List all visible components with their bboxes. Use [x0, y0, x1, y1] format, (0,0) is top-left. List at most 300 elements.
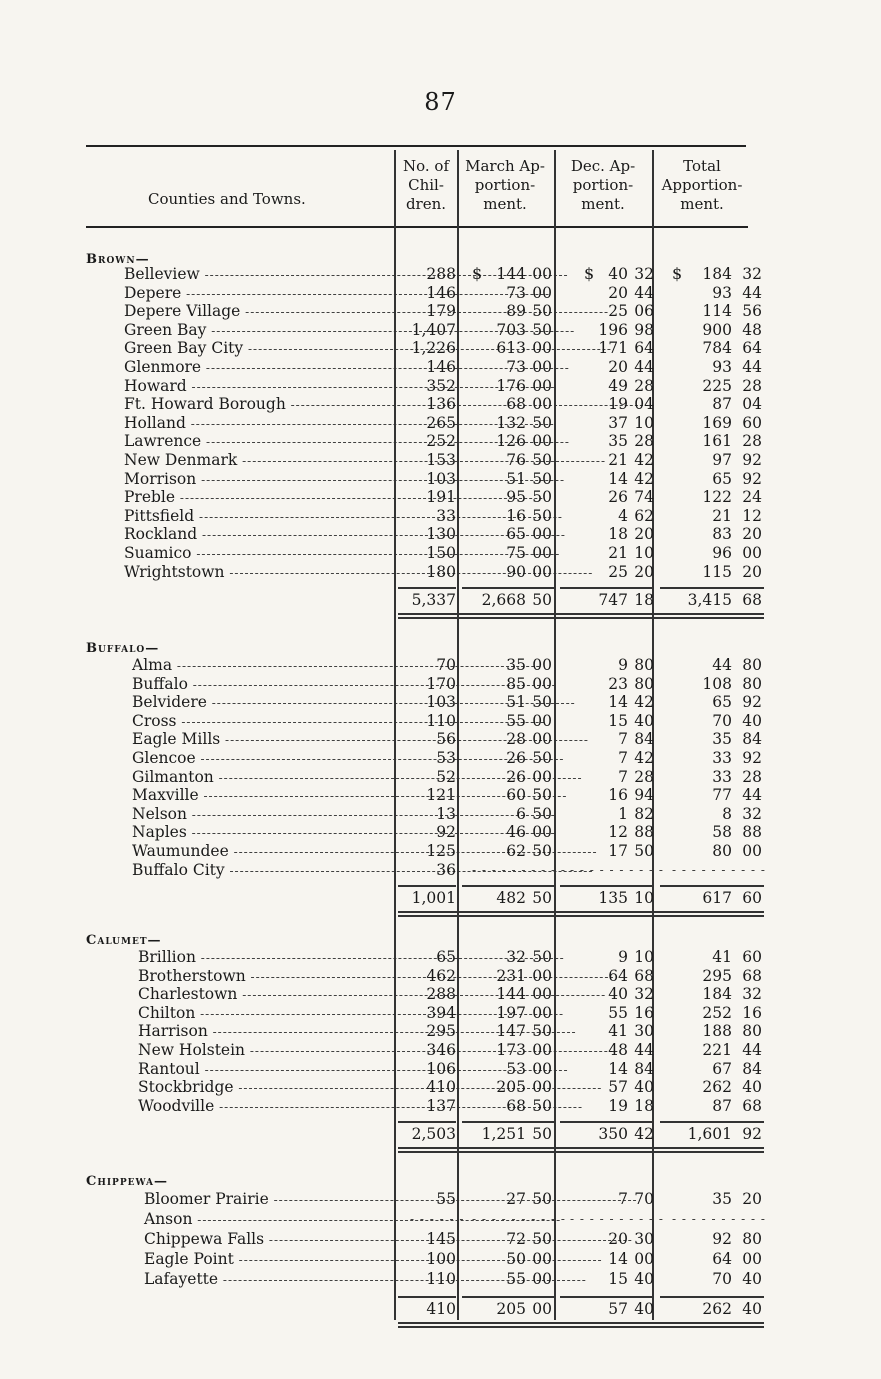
total-dollars: 93	[712, 358, 732, 376]
children-count: 136	[426, 395, 456, 414]
march-dollars: 60	[506, 786, 526, 805]
dec-cents: 16	[634, 1003, 654, 1022]
dec-cents: 40	[634, 711, 654, 730]
children-count: 130	[426, 525, 456, 544]
dec-dollars: 41	[608, 1022, 628, 1041]
total-cents: 16	[742, 1003, 762, 1022]
children-count: 56	[436, 730, 456, 749]
total-dollars: 70	[712, 711, 732, 730]
table-row	[0, 377, 881, 396]
town-name: Maxville -----	[132, 786, 392, 806]
header-counties-and-towns: Counties and Towns.	[148, 190, 306, 208]
subtotal-total-cents: 60	[742, 889, 762, 908]
town-name: Belleview -----	[124, 265, 392, 285]
total-cents: 80	[742, 656, 762, 674]
dec-dollars: 9	[618, 656, 628, 674]
total-dollars: 87	[712, 395, 732, 414]
march-cents: 00	[532, 376, 552, 395]
dec-dollars: 16	[608, 786, 628, 805]
dec-dollars: 14	[608, 693, 628, 712]
dec-dollars: 23	[608, 674, 628, 693]
total-dollars: 225	[702, 376, 732, 395]
dec-dollar-sign: $	[584, 264, 595, 283]
subtotal-total-cents: 40	[742, 1300, 762, 1318]
dec-dollars: 19	[608, 395, 628, 414]
town-name: Holland -----	[124, 414, 392, 434]
total-blank-dashes: - - - - - - - - - -	[672, 1212, 766, 1226]
table-row	[0, 768, 881, 787]
header-march-line3: ment.	[483, 195, 527, 213]
town-name: Woodville -----	[138, 1097, 392, 1117]
section-title: Brown—	[86, 252, 150, 267]
table-row	[0, 302, 881, 321]
table-row	[0, 358, 881, 377]
march-dollars: 76	[506, 451, 526, 469]
total-blank-dashes: - - - - - - - - - -	[672, 862, 766, 877]
dec-dollars: 15	[608, 1270, 628, 1288]
table-row	[0, 1041, 881, 1060]
march-cents: 00	[532, 730, 552, 749]
children-count: 53	[436, 749, 456, 767]
dec-cents: 44	[634, 1041, 654, 1059]
dec-cents: 06	[634, 302, 654, 321]
march-cents: 50	[532, 451, 552, 469]
table-row	[0, 1078, 881, 1097]
dec-cents: 32	[634, 265, 654, 283]
header-children-line3: dren.	[405, 195, 447, 213]
header-top-rule	[86, 145, 746, 147]
dec-cents: 42	[634, 749, 654, 767]
dec-cents: 00	[634, 1250, 654, 1268]
header-bottom-rule	[86, 226, 748, 228]
march-dollars: 95	[506, 488, 526, 507]
march-dollars: 46	[506, 823, 526, 842]
march-cents: 50	[532, 320, 552, 339]
march-blank-dashes: - - - - - - - - - -	[472, 1212, 566, 1226]
dec-cents: 42	[634, 469, 654, 488]
town-name: Belvidere -----	[132, 693, 392, 713]
march-dollars: 6	[516, 804, 526, 823]
subtotal-dec-dollars: 747	[598, 591, 628, 610]
dec-cents: 10	[634, 948, 654, 966]
subtotal-total-dollars: 617	[702, 889, 732, 908]
town-name: Eagle Mills -----	[132, 730, 392, 750]
total-dollars: 65	[712, 469, 732, 488]
march-cents: 00	[532, 562, 552, 581]
total-cents: 44	[742, 283, 762, 302]
town-name: Howard -----	[124, 377, 392, 397]
dec-cents: 28	[634, 767, 654, 786]
march-dollars: 197	[496, 1003, 526, 1022]
march-dollars: 85	[506, 674, 526, 693]
table-row	[0, 488, 881, 507]
town-name: Glenmore -----	[124, 358, 392, 378]
dec-dollars: 19	[608, 1096, 628, 1115]
header-children-line2: Chil-	[408, 176, 444, 194]
march-cents: 50	[532, 302, 552, 321]
march-blank-dashes: - - - - - - - - - -	[472, 862, 566, 877]
dec-dollars: 25	[608, 562, 628, 581]
dec-dollars: 18	[608, 525, 628, 544]
dec-cents: 40	[634, 1270, 654, 1288]
children-count: 146	[426, 283, 456, 302]
march-dollars: 55	[506, 1270, 526, 1288]
march-cents: 00	[532, 656, 552, 674]
town-name: New Holstein -----	[138, 1041, 392, 1061]
town-name: Green Bay City -----	[124, 339, 392, 359]
table-row	[0, 451, 881, 470]
header-dec-line1: Dec. Ap-	[570, 157, 636, 175]
children-count: 191	[426, 488, 456, 507]
total-cents: 04	[742, 395, 762, 414]
children-count: 65	[436, 948, 456, 966]
table-row	[0, 1022, 881, 1041]
total-dollars: 161	[702, 432, 732, 451]
march-dollars: 90	[506, 562, 526, 581]
dec-dollars: 14	[608, 469, 628, 488]
dec-dollars: 64	[608, 966, 628, 985]
subtotal-dec-dollars: 135	[598, 889, 628, 908]
town-name: New Denmark -----	[124, 451, 392, 471]
march-cents: 50	[532, 1096, 552, 1115]
march-dollars: 75	[506, 544, 526, 562]
march-dollars: 68	[506, 395, 526, 414]
dec-cents: 82	[634, 804, 654, 823]
town-name: Depere Village -----	[124, 302, 392, 322]
dec-cents: 20	[634, 525, 654, 544]
total-dollars: 122	[702, 488, 732, 507]
dec-cents: 98	[634, 320, 654, 339]
dec-cents: 20	[634, 562, 654, 581]
town-name: Anson -----	[144, 1210, 392, 1230]
march-dollars: 173	[496, 1041, 526, 1059]
table-row	[0, 1270, 881, 1289]
march-cents: 50	[532, 693, 552, 712]
total-dollars: 784	[702, 339, 732, 358]
double-rule-top	[398, 613, 764, 615]
total-cents: 68	[742, 966, 762, 985]
total-dollars: 92	[712, 1230, 732, 1248]
march-cents: 00	[532, 1041, 552, 1059]
table-row	[0, 861, 881, 880]
march-cents: 50	[532, 749, 552, 767]
table-row	[0, 544, 881, 563]
town-name: Buffalo City -----	[132, 861, 392, 881]
march-dollars: 28	[506, 730, 526, 749]
town-name: Cross -----	[132, 712, 392, 732]
town-name: Morrison -----	[124, 470, 392, 490]
section-title: Calumet—	[86, 933, 162, 948]
subtotal-march-dollars: 205	[496, 1300, 526, 1318]
children-count: 103	[426, 693, 456, 712]
header-total-line2: Apportion-	[661, 176, 743, 194]
children-count: 55	[436, 1190, 456, 1208]
subtotal-total-cents: 92	[742, 1125, 762, 1144]
table-row	[0, 967, 881, 986]
march-dollars: 32	[506, 948, 526, 966]
total-dollars: 184	[702, 265, 732, 283]
total-dollars: 252	[702, 1003, 732, 1022]
double-rule-top	[398, 911, 764, 913]
total-dollars: 262	[702, 1078, 732, 1097]
subtotal-row	[0, 1123, 881, 1145]
children-count: 106	[426, 1059, 456, 1078]
total-dollars: 188	[702, 1022, 732, 1041]
subtotal-dec-cents: 42	[634, 1125, 654, 1144]
march-dollars: 16	[506, 506, 526, 525]
total-cents: 64	[742, 339, 762, 358]
march-cents: 00	[532, 265, 552, 283]
town-name: Preble -----	[124, 488, 392, 508]
march-cents: 00	[532, 985, 552, 1004]
total-cents: 60	[742, 413, 762, 432]
subtotal-march-cents: 50	[532, 889, 552, 908]
dec-cents: 84	[634, 730, 654, 749]
town-name: Wrightstown -----	[124, 563, 392, 583]
subtotal-march-dollars: 2,668	[481, 591, 526, 610]
children-count: 13	[436, 804, 456, 823]
children-count: 125	[426, 842, 456, 860]
march-dollars: 144	[496, 985, 526, 1004]
total-dollars: 900	[702, 320, 732, 339]
march-cents: 00	[532, 767, 552, 786]
total-dollars: 67	[712, 1059, 732, 1078]
town-name: Depere -----	[124, 284, 392, 304]
table-row	[0, 749, 881, 768]
town-name: Alma -----	[132, 656, 392, 676]
children-count: 145	[426, 1230, 456, 1248]
total-cents: 80	[742, 1230, 762, 1248]
children-count: 295	[426, 1022, 456, 1041]
march-dollars: 65	[506, 525, 526, 544]
dec-cents: 80	[634, 656, 654, 674]
dec-dollars: 15	[608, 711, 628, 730]
children-blank-dashes: - - - - - -	[410, 1212, 465, 1226]
dec-cents: 94	[634, 786, 654, 805]
total-cents: 84	[742, 730, 762, 749]
dec-dollars: 7	[618, 1190, 628, 1208]
children-count: 170	[426, 674, 456, 693]
town-name: Stockbridge -----	[138, 1078, 392, 1098]
dec-cents: 28	[634, 376, 654, 395]
dec-cents: 18	[634, 1096, 654, 1115]
dec-dollars: 20	[608, 358, 628, 376]
total-dollars: 115	[702, 562, 732, 581]
subtotal-row	[0, 1298, 881, 1320]
section-title: Chippewa—	[86, 1174, 168, 1189]
table-row	[0, 395, 881, 414]
table-row	[0, 805, 881, 824]
march-dollars: 51	[506, 469, 526, 488]
march-dollars: 73	[506, 358, 526, 376]
total-cents: 20	[742, 1190, 762, 1208]
subtotal-total-cents: 68	[742, 591, 762, 610]
dec-cents: 88	[634, 823, 654, 842]
total-dollars: 33	[712, 767, 732, 786]
march-cents: 50	[532, 1190, 552, 1208]
dec-cents: 28	[634, 432, 654, 451]
town-name: Lafayette -----	[144, 1270, 392, 1290]
subtotal-children: 2,503	[411, 1125, 456, 1144]
dec-cents: 84	[634, 1059, 654, 1078]
children-count: 153	[426, 451, 456, 469]
dec-dollars: 20	[608, 283, 628, 302]
total-dollars: 97	[712, 451, 732, 469]
dec-cents: 42	[634, 451, 654, 469]
double-rule-bottom	[398, 617, 764, 619]
table-row	[0, 1097, 881, 1116]
total-cents: 32	[742, 804, 762, 823]
march-dollars: 62	[506, 842, 526, 860]
march-cents: 00	[532, 1003, 552, 1022]
total-cents: 40	[742, 711, 762, 730]
town-name: Eagle Point -----	[144, 1250, 392, 1270]
dec-dollars: 196	[598, 320, 628, 339]
total-cents: 00	[742, 1250, 762, 1268]
total-cents: 80	[742, 674, 762, 693]
table-row	[0, 656, 881, 675]
total-dollars: 70	[712, 1270, 732, 1288]
double-rule-top	[398, 1322, 764, 1324]
dec-dollars: 48	[608, 1041, 628, 1059]
header-dec	[554, 157, 652, 214]
dec-dollars: 1	[618, 804, 628, 823]
march-dollars: 703	[496, 320, 526, 339]
march-dollar-sign: $	[472, 264, 483, 283]
header-march	[457, 157, 553, 214]
total-dollars: 295	[702, 966, 732, 985]
subtotal-dec-cents: 18	[634, 591, 654, 610]
total-dollars: 58	[712, 823, 732, 842]
table-row	[0, 265, 881, 284]
total-dollars: 80	[712, 842, 732, 860]
town-name: Chippewa Falls -----	[144, 1230, 392, 1250]
table-row	[0, 842, 881, 861]
table-row	[0, 507, 881, 526]
total-cents: 12	[742, 506, 762, 525]
table-row	[0, 985, 881, 1004]
dec-dollars: 40	[608, 985, 628, 1004]
subtotal-total-dollars: 262	[702, 1300, 732, 1318]
march-dollars: 147	[496, 1022, 526, 1041]
children-count: 100	[426, 1250, 456, 1268]
header-total-line1: Total	[683, 157, 721, 175]
total-cents: 80	[742, 1022, 762, 1041]
total-dollars: 87	[712, 1096, 732, 1115]
subtotal-children: 5,337	[411, 591, 456, 610]
table-row	[0, 730, 881, 749]
march-dollars: 35	[506, 656, 526, 674]
children-count: 346	[426, 1041, 456, 1059]
subtotal-total-dollars: 3,415	[687, 591, 732, 610]
header-dec-line3: ment.	[581, 195, 625, 213]
march-cents: 00	[532, 544, 552, 562]
dec-cents: 62	[634, 506, 654, 525]
dec-dollars: 57	[608, 1078, 628, 1097]
table-row	[0, 948, 881, 967]
table-row	[0, 1060, 881, 1079]
children-count: 150	[426, 544, 456, 562]
march-dollars: 26	[506, 767, 526, 786]
children-count: 146	[426, 358, 456, 376]
march-cents: 00	[532, 432, 552, 451]
children-count: 103	[426, 469, 456, 488]
dec-dollars: 21	[608, 544, 628, 562]
dec-cents: 68	[634, 966, 654, 985]
dec-dollars: 40	[608, 265, 628, 283]
children-count: 70	[436, 656, 456, 674]
dec-cents: 04	[634, 395, 654, 414]
subtotal-march-cents: 50	[532, 591, 552, 610]
march-cents: 00	[532, 395, 552, 414]
table-row	[0, 1004, 881, 1023]
subtotal-march-dollars: 482	[496, 889, 526, 908]
town-name: Glencoe -----	[132, 749, 392, 769]
town-name: Harrison -----	[138, 1022, 392, 1042]
town-name: Rantoul -----	[138, 1060, 392, 1080]
total-cents: 00	[742, 544, 762, 562]
march-dollars: 176	[496, 376, 526, 395]
double-rule-bottom	[398, 1326, 764, 1328]
march-cents: 00	[532, 1078, 552, 1097]
subtotal-march-cents: 00	[532, 1300, 552, 1318]
total-cents: 28	[742, 432, 762, 451]
total-dollars: 64	[712, 1250, 732, 1268]
page-number: 87	[424, 88, 457, 116]
children-count: 288	[426, 985, 456, 1004]
header-dec-line2: portion-	[572, 176, 634, 194]
total-cents: 92	[742, 693, 762, 712]
table-row	[0, 693, 881, 712]
town-name: Ft. Howard Borough -----	[124, 395, 392, 415]
march-cents: 50	[532, 842, 552, 860]
table-row	[0, 1230, 881, 1249]
march-cents: 50	[532, 804, 552, 823]
children-count: 288	[426, 265, 456, 283]
total-cents: 24	[742, 488, 762, 507]
children-count: 252	[426, 432, 456, 451]
total-cents: 92	[742, 451, 762, 469]
dec-dollars: 37	[608, 413, 628, 432]
march-cents: 50	[532, 413, 552, 432]
children-count: 92	[436, 823, 456, 842]
header-children	[395, 157, 457, 214]
children-count: 394	[426, 1003, 456, 1022]
total-dollars: 41	[712, 948, 732, 966]
town-name: Buffalo -----	[132, 675, 392, 695]
dec-dollars: 12	[608, 823, 628, 842]
dec-blank-dashes: - - - - - - - - - -	[570, 1212, 664, 1226]
total-cents: 44	[742, 786, 762, 805]
town-name: Waumundee -----	[132, 842, 392, 862]
subtotal-row	[0, 887, 881, 909]
table-row	[0, 414, 881, 433]
dec-blank-dashes: - - - - - - - - - -	[570, 862, 664, 877]
table-row	[0, 1190, 881, 1209]
march-dollars: 55	[506, 711, 526, 730]
total-dollar-sign: $	[672, 264, 683, 283]
total-cents: 40	[742, 1270, 762, 1288]
total-dollars: 108	[702, 674, 732, 693]
dec-dollars: 25	[608, 302, 628, 321]
total-cents: 44	[742, 358, 762, 376]
town-name: Chilton -----	[138, 1004, 392, 1024]
total-dollars: 83	[712, 525, 732, 544]
town-name: Brotherstown -----	[138, 967, 392, 987]
total-dollars: 93	[712, 283, 732, 302]
dec-dollars: 171	[598, 339, 628, 358]
march-cents: 00	[532, 674, 552, 693]
